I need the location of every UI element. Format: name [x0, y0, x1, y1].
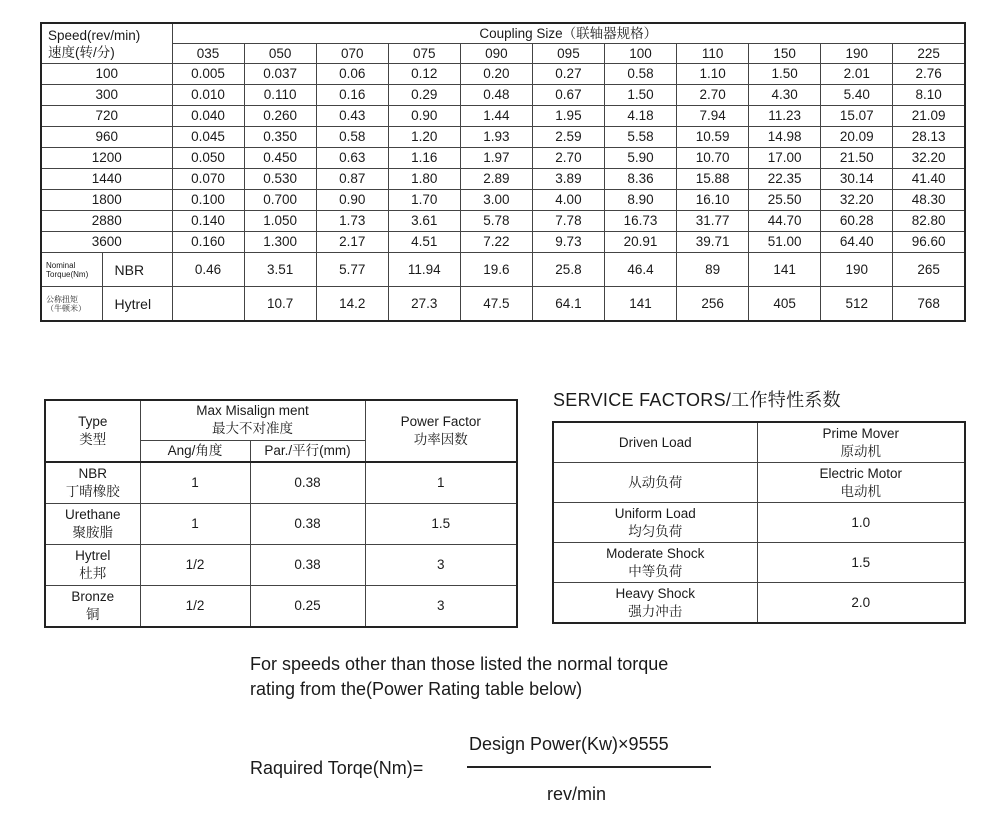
- rating-cell: 2.17: [316, 232, 388, 253]
- rating-cell: 21.09: [893, 106, 965, 127]
- size-header-110: 110: [677, 44, 749, 64]
- rating-cell: 48.30: [893, 190, 965, 211]
- size-header-035: 035: [172, 44, 244, 64]
- speed-cell: 3600: [41, 232, 172, 253]
- power-factor-cell: 1: [365, 462, 517, 504]
- nbr-torque-cell: 89: [677, 253, 749, 287]
- rating-cell: 31.77: [677, 211, 749, 232]
- rating-cell: 64.40: [821, 232, 893, 253]
- load-type-cn: 强力冲击: [628, 603, 683, 619]
- rating-cell: 2.70: [677, 85, 749, 106]
- electric-motor-en: Electric Motor: [819, 465, 903, 481]
- torque-label-cn-1: 公称扭矩: [46, 294, 78, 304]
- hytrel-torque-cell: [172, 287, 244, 322]
- rating-cell: 16.73: [604, 211, 676, 232]
- rating-cell: 96.60: [893, 232, 965, 253]
- nbr-torque-cell: 3.51: [244, 253, 316, 287]
- type-cell: [45, 545, 140, 586]
- rating-cell: 28.13: [893, 127, 965, 148]
- table-row: [41, 106, 965, 127]
- rating-cell: 2.70: [532, 148, 604, 169]
- electric-motor-header: [757, 463, 965, 503]
- prime-mover-cn: 原动机: [840, 443, 881, 459]
- nbr-torque-cell: 0.46: [172, 253, 244, 287]
- load-type-en: Uniform Load: [614, 505, 696, 521]
- type-header-cn: 类型: [79, 432, 107, 447]
- rating-cell: 0.58: [604, 64, 676, 85]
- table-row: [41, 148, 965, 169]
- rating-cell: 0.48: [460, 85, 532, 106]
- rating-cell: 3.61: [388, 211, 460, 232]
- ang-cell: 1: [140, 462, 250, 504]
- nbr-torque-cell: 5.77: [316, 253, 388, 287]
- misalignment-table: [44, 399, 518, 628]
- rating-cell: 10.59: [677, 127, 749, 148]
- rating-cell: 1.80: [388, 169, 460, 190]
- hytrel-torque-cell: 768: [893, 287, 965, 322]
- service-factors-table: [552, 421, 966, 624]
- rating-cell: 5.40: [821, 85, 893, 106]
- rating-cell: 5.78: [460, 211, 532, 232]
- rating-cell: 30.14: [821, 169, 893, 190]
- rating-cell: 0.700: [244, 190, 316, 211]
- type-cell: [45, 504, 140, 545]
- speed-cell: 2880: [41, 211, 172, 232]
- service-factor-row: [553, 503, 965, 543]
- rating-cell: 14.98: [749, 127, 821, 148]
- rating-cell: 2.89: [460, 169, 532, 190]
- rating-cell: 8.10: [893, 85, 965, 106]
- speed-cell: 960: [41, 127, 172, 148]
- load-type-cn: 中等负荷: [628, 563, 683, 579]
- rating-cell: 0.87: [316, 169, 388, 190]
- rating-cell: 20.91: [604, 232, 676, 253]
- speed-cell: 1440: [41, 169, 172, 190]
- rating-cell: 0.160: [172, 232, 244, 253]
- rating-cell: 44.70: [749, 211, 821, 232]
- par-cell: 0.38: [250, 462, 365, 504]
- type-name-en: Urethane: [64, 507, 121, 522]
- rating-cell: 0.43: [316, 106, 388, 127]
- rating-cell: 0.450: [244, 148, 316, 169]
- speed-header-en: Speed(rev/min): [48, 27, 141, 43]
- rating-cell: 82.80: [893, 211, 965, 232]
- rating-cell: 21.50: [821, 148, 893, 169]
- torque-label-en-2: Torque(Nm): [46, 269, 89, 279]
- speed-cell: 300: [41, 85, 172, 106]
- fraction-line: [467, 766, 711, 768]
- rating-cell: 2.76: [893, 64, 965, 85]
- hytrel-torque-cell: 64.1: [532, 287, 604, 322]
- speed-cell: 1800: [41, 190, 172, 211]
- size-header-row: [41, 44, 965, 64]
- size-header-150: 150: [749, 44, 821, 64]
- table-row: [41, 127, 965, 148]
- rating-cell: 0.58: [316, 127, 388, 148]
- speed-cell: 1200: [41, 148, 172, 169]
- rating-cell: 2.59: [532, 127, 604, 148]
- size-header-075: 075: [388, 44, 460, 64]
- hytrel-torque-cell: 47.5: [460, 287, 532, 322]
- power-rating-table: [40, 22, 966, 322]
- rating-cell: 0.350: [244, 127, 316, 148]
- speed-header-cn: 速度(转/分): [48, 44, 115, 60]
- ang-header: Ang/角度: [140, 440, 250, 462]
- rating-cell: 1.050: [244, 211, 316, 232]
- table-row: [41, 190, 965, 211]
- rating-cell: 11.23: [749, 106, 821, 127]
- rating-cell: 0.260: [244, 106, 316, 127]
- load-type-en: Heavy Shock: [615, 585, 696, 601]
- rating-cell: 1.97: [460, 148, 532, 169]
- max-misalign-header: [140, 400, 365, 440]
- par-cell: 0.25: [250, 586, 365, 628]
- rating-cell: 0.050: [172, 148, 244, 169]
- service-factor-value: 1.0: [757, 503, 965, 543]
- hytrel-torque-cell: 512: [821, 287, 893, 322]
- rating-cell: 0.20: [460, 64, 532, 85]
- nbr-label: NBR: [102, 253, 172, 287]
- service-factor-value: 1.5: [757, 543, 965, 583]
- table-row: [41, 211, 965, 232]
- rating-cell: 4.51: [388, 232, 460, 253]
- rating-cell: 4.30: [749, 85, 821, 106]
- misalign-row: [45, 462, 517, 504]
- nominal-torque-label: [41, 253, 102, 287]
- size-header-070: 070: [316, 44, 388, 64]
- rating-cell: 0.040: [172, 106, 244, 127]
- rating-cell: 20.09: [821, 127, 893, 148]
- formula-numerator: Design Power(Kw)×9555: [469, 734, 669, 754]
- rating-cell: 39.71: [677, 232, 749, 253]
- rating-cell: 41.40: [893, 169, 965, 190]
- rating-cell: 4.00: [532, 190, 604, 211]
- speed-cell: 720: [41, 106, 172, 127]
- coupling-size-header: Coupling Size（联轴器规格）: [172, 23, 965, 44]
- rating-cell: 1.44: [460, 106, 532, 127]
- speed-cell: 100: [41, 64, 172, 85]
- nbr-torque-row: [41, 253, 965, 287]
- rating-cell: 0.12: [388, 64, 460, 85]
- size-header-090: 090: [460, 44, 532, 64]
- rating-cell: 16.10: [677, 190, 749, 211]
- rating-cell: 22.35: [749, 169, 821, 190]
- table-row: [41, 232, 965, 253]
- rating-cell: 3.89: [532, 169, 604, 190]
- size-header-225: 225: [893, 44, 965, 64]
- ang-cell: 1/2: [140, 586, 250, 628]
- hytrel-torque-cell: 405: [749, 287, 821, 322]
- note-line-1: For speeds other than those listed the normal torque: [250, 654, 669, 674]
- rating-cell: 8.36: [604, 169, 676, 190]
- hytrel-torque-cell: 10.7: [244, 287, 316, 322]
- type-cell: [45, 462, 140, 504]
- hytrel-torque-row: [41, 287, 965, 322]
- type-name-cn: 杜邦: [79, 566, 107, 581]
- prime-mover-en: Prime Mover: [822, 425, 899, 441]
- rating-cell: 1.300: [244, 232, 316, 253]
- rating-cell: 0.06: [316, 64, 388, 85]
- type-name-cn: 聚胺脂: [72, 525, 113, 540]
- power-factor-cell: 1.5: [365, 504, 517, 545]
- type-header-en: Type: [78, 414, 108, 429]
- rating-cell: 9.73: [532, 232, 604, 253]
- nbr-torque-cell: 11.94: [388, 253, 460, 287]
- misalign-row: [45, 504, 517, 545]
- service-factor-row: [553, 543, 965, 583]
- hytrel-torque-cell: 256: [677, 287, 749, 322]
- rating-cell: 0.005: [172, 64, 244, 85]
- speed-note: [250, 652, 668, 702]
- rating-cell: 0.16: [316, 85, 388, 106]
- rating-cell: 1.16: [388, 148, 460, 169]
- rating-cell: 15.07: [821, 106, 893, 127]
- formula-denominator: rev/min: [547, 784, 607, 804]
- load-type-cell: [553, 583, 757, 624]
- rating-cell: 3.00: [460, 190, 532, 211]
- nbr-torque-cell: 265: [893, 253, 965, 287]
- service-factors-title: SERVICE FACTORS/工作特性系数: [553, 390, 841, 410]
- type-name-en: Hytrel: [75, 548, 111, 563]
- rating-cell: 1.93: [460, 127, 532, 148]
- par-header: Par./平行(mm): [250, 440, 365, 462]
- nbr-torque-cell: 190: [821, 253, 893, 287]
- rating-cell: 15.88: [677, 169, 749, 190]
- rating-cell: 2.01: [821, 64, 893, 85]
- rating-cell: 1.70: [388, 190, 460, 211]
- rating-cell: 0.67: [532, 85, 604, 106]
- speed-header: [41, 23, 172, 64]
- table-row: [41, 85, 965, 106]
- load-type-cell: [553, 543, 757, 583]
- driven-load-header: Driven Load: [553, 422, 757, 463]
- prime-mover-header: [757, 422, 965, 463]
- hytrel-torque-cell: 141: [604, 287, 676, 322]
- load-type-cell: [553, 503, 757, 543]
- load-type-cn: 均匀负荷: [628, 523, 683, 539]
- hytrel-torque-cell: 27.3: [388, 287, 460, 322]
- rating-cell: 1.20: [388, 127, 460, 148]
- rating-cell: 5.90: [604, 148, 676, 169]
- rating-cell: 1.50: [604, 85, 676, 106]
- hytrel-torque-cell: 14.2: [316, 287, 388, 322]
- rating-cell: 1.95: [532, 106, 604, 127]
- rating-cell: 0.530: [244, 169, 316, 190]
- rating-cell: 7.78: [532, 211, 604, 232]
- rating-cell: 7.22: [460, 232, 532, 253]
- nbr-torque-cell: 141: [749, 253, 821, 287]
- rating-cell: 0.140: [172, 211, 244, 232]
- rating-cell: 5.58: [604, 127, 676, 148]
- power-factor-en: Power Factor: [400, 414, 481, 429]
- rating-cell: 0.045: [172, 127, 244, 148]
- electric-motor-cn: 电动机: [840, 483, 881, 499]
- rating-cell: 60.28: [821, 211, 893, 232]
- power-factor-cell: 3: [365, 545, 517, 586]
- rating-cell: 0.100: [172, 190, 244, 211]
- misalign-row: [45, 586, 517, 628]
- rating-cell: 0.63: [316, 148, 388, 169]
- rating-cell: 10.70: [677, 148, 749, 169]
- type-name-cn: 铜: [86, 607, 100, 622]
- rating-cell: 1.10: [677, 64, 749, 85]
- par-cell: 0.38: [250, 545, 365, 586]
- par-cell: 0.38: [250, 504, 365, 545]
- ang-cell: 1: [140, 504, 250, 545]
- rating-cell: 8.90: [604, 190, 676, 211]
- formula-label: Raquired Torqe(Nm)=: [250, 758, 424, 778]
- max-misalign-cn: 最大不对准度: [212, 421, 293, 437]
- note-line-2: rating from the(Power Rating table below): [250, 679, 583, 699]
- misalign-row: [45, 545, 517, 586]
- power-factor-cn: 功率因数: [413, 432, 468, 447]
- nbr-torque-cell: 46.4: [604, 253, 676, 287]
- rating-cell: 0.010: [172, 85, 244, 106]
- rating-cell: 0.037: [244, 64, 316, 85]
- size-header-050: 050: [244, 44, 316, 64]
- hytrel-label: Hytrel: [102, 287, 172, 322]
- torque-label-en-1: Nominal: [46, 260, 76, 270]
- type-name-en: NBR: [78, 466, 107, 481]
- rating-cell: 32.20: [821, 190, 893, 211]
- nbr-torque-cell: 25.8: [532, 253, 604, 287]
- rating-cell: 0.110: [244, 85, 316, 106]
- max-misalign-en: Max Misalign ment: [196, 403, 309, 419]
- nbr-torque-cell: 19.6: [460, 253, 532, 287]
- rating-cell: 0.90: [388, 106, 460, 127]
- torque-label-cn-2: （牛顿米）: [46, 303, 86, 313]
- service-factor-row: [553, 583, 965, 624]
- size-header-100: 100: [604, 44, 676, 64]
- rating-cell: 25.50: [749, 190, 821, 211]
- rating-cell: 4.18: [604, 106, 676, 127]
- nominal-torque-label-cn: [41, 287, 102, 322]
- rating-cell: 0.27: [532, 64, 604, 85]
- rating-cell: 0.070: [172, 169, 244, 190]
- power-factor-header: [365, 400, 517, 462]
- rating-cell: 7.94: [677, 106, 749, 127]
- power-factor-cell: 3: [365, 586, 517, 628]
- service-factor-value: 2.0: [757, 583, 965, 624]
- driven-load-cn: 从动负荷: [553, 463, 757, 503]
- table-row: [41, 64, 965, 85]
- type-name-cn: 丁晴橡胶: [65, 484, 120, 499]
- type-name-en: Bronze: [71, 589, 115, 604]
- rating-cell: 17.00: [749, 148, 821, 169]
- load-type-en: Moderate Shock: [606, 545, 705, 561]
- type-header: [45, 400, 140, 462]
- rating-cell: 0.29: [388, 85, 460, 106]
- rating-cell: 0.90: [316, 190, 388, 211]
- type-cell: [45, 586, 140, 628]
- rating-cell: 32.20: [893, 148, 965, 169]
- rating-cell: 51.00: [749, 232, 821, 253]
- size-header-190: 190: [821, 44, 893, 64]
- size-header-095: 095: [532, 44, 604, 64]
- rating-cell: 1.50: [749, 64, 821, 85]
- ang-cell: 1/2: [140, 545, 250, 586]
- rating-cell: 1.73: [316, 211, 388, 232]
- table-row: [41, 169, 965, 190]
